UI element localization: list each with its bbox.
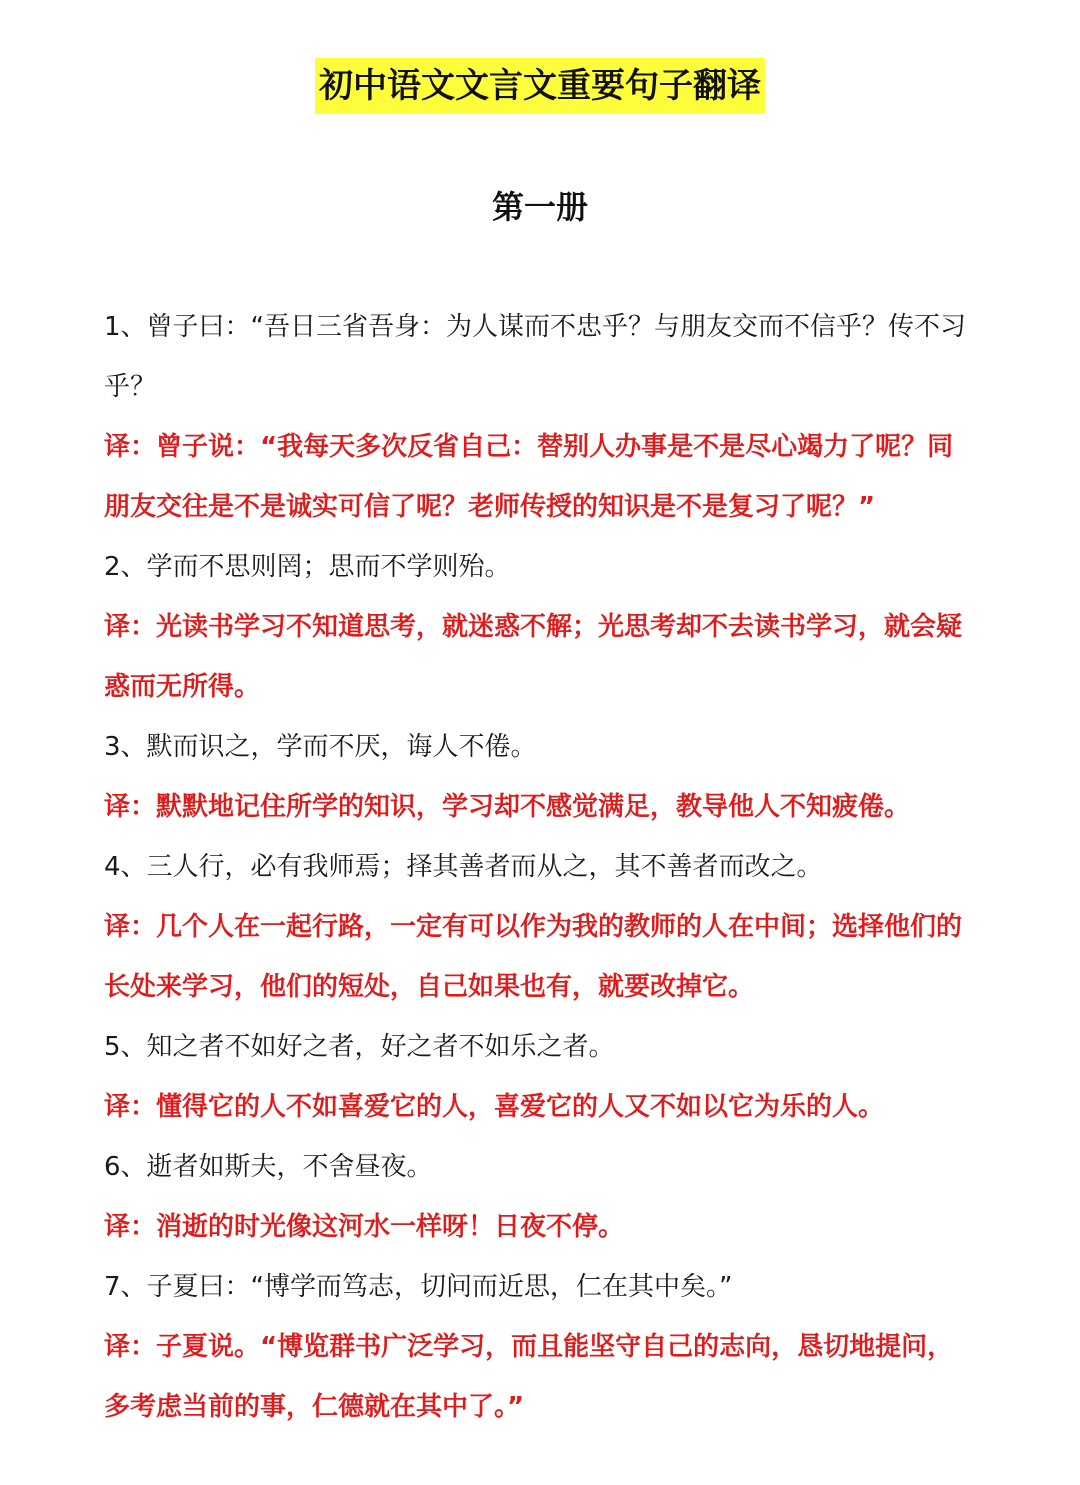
original-sentence: 7、子夏曰：“博学而笃志，切问而近思，仁在其中矣。” <box>104 1272 733 1302</box>
original-sentence: 5、知之者不如好之者，好之者不如乐之者。 <box>104 1032 615 1062</box>
entry-2 <box>104 537 979 717</box>
translation-sentence: 译：曾子说：“我每天多次反省自己：替别人办事是不是尽心竭力了呢？同朋友交往是不是诚实可信了呢？老师传授的知识是不是复习了呢？” <box>104 432 954 522</box>
entry-6 <box>104 1137 979 1257</box>
entry-5 <box>104 1017 979 1137</box>
entry-4 <box>104 837 979 1017</box>
entry-3 <box>104 717 979 837</box>
original-sentence: 6、逝者如斯夫，不舍昼夜。 <box>104 1152 433 1182</box>
original-sentence: 3、默而识之，学而不厌，诲人不倦。 <box>104 732 537 762</box>
translation-sentence: 译：几个人在一起行路，一定有可以作为我的教师的人在中间；选择他们的长处来学习，他们的短处，自己如果也有，就要改掉它。 <box>104 912 963 1002</box>
original-sentence: 4、三人行，必有我师焉；择其善者而从之，其不善者而改之。 <box>104 852 823 882</box>
translation-sentence: 译：默默地记住所学的知识，学习却不感觉满足，教导他人不知疲倦。 <box>104 792 911 822</box>
original-sentence: 2、学而不思则罔；思而不学则殆。 <box>104 552 511 582</box>
entry-1 <box>104 297 979 537</box>
volume-heading: 第一册 <box>491 188 588 226</box>
entries-list <box>104 297 979 1437</box>
translation-sentence: 译：光读书学习不知道思考，就迷惑不解；光思考却不去读书学习，就会疑惑而无所得。 <box>104 612 963 702</box>
document-title: 初中语文文言文重要句子翻译 <box>315 58 765 114</box>
translation-sentence: 译：消逝的时光像这河水一样呀！日夜不停。 <box>104 1212 625 1242</box>
original-sentence: 1、曾子曰：“吾日三省吾身：为人谋而不忠乎？与朋友交而不信乎？传不习乎？ <box>104 312 967 402</box>
title-container <box>0 58 1080 114</box>
entry-7 <box>104 1257 979 1437</box>
translation-sentence: 译：子夏说。“博览群书广泛学习，而且能坚守自己的志向，恳切地提问，多考虑当前的事，仁德就在其中了。” <box>104 1332 954 1422</box>
translation-sentence: 译：懂得它的人不如喜爱它的人，喜爱它的人又不如以它为乐的人。 <box>104 1092 885 1122</box>
